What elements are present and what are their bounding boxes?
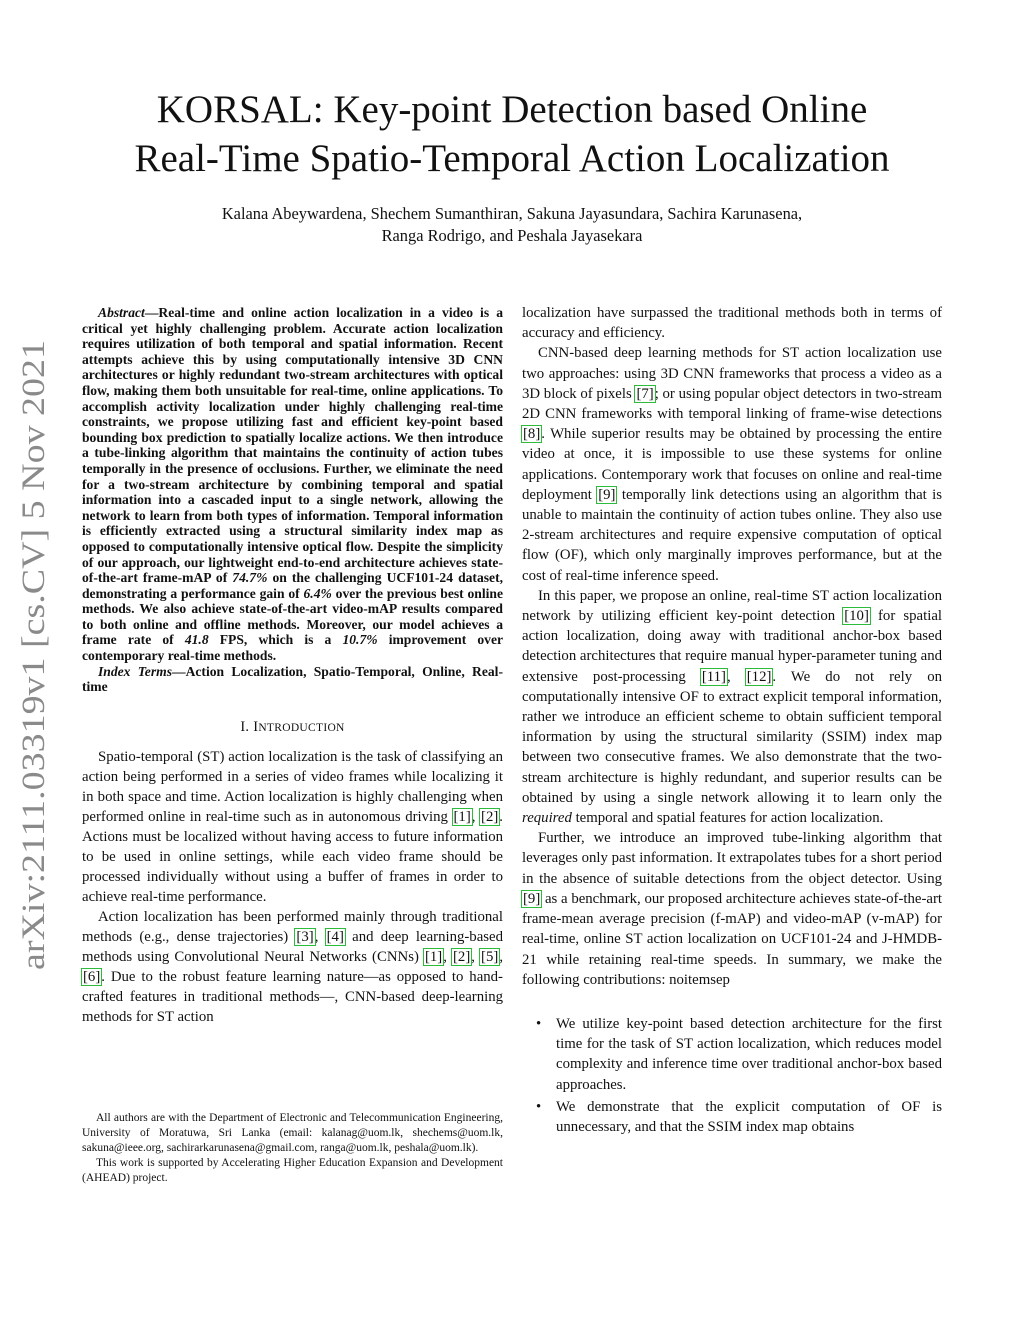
citation-link[interactable]: [9]: [598, 486, 616, 503]
citation-link[interactable]: [6]: [83, 968, 101, 985]
abstract-text-1: Real-time and online action localization in a video is a critical yet highly challenging problem. Accurate action localization requires utilization of both temporal and spatial information. Recent attempts achieve this by using computationally intensive 3D CNN architectures or highly redundant two-stream architectures with optical flow, making them both unsuitable for real-time, online applications. To accomplish activity localization under highly challenging real-time constraints, we propose utilizing fast and efficient key-point based bounding box prediction to spatially localize actions. We then introduce a tube-linking algorithm that maintains the continuity of action tubes temporally in the presence of occlusions. Further, we eliminate the need for a two-stream architecture by combining temporal and spatial information into a cascaded input to a single network, allowing the network to learn from both types of information. Temporal information is efficiently extracted using a structural similarity index map as opposed to computationally intensive optical flow. Despite the simplicity of our approach, our lightweight end-to-end architecture achieves state-of-the-art frame-mAP of: [82, 305, 503, 586]
abstract-dash: —: [144, 305, 159, 320]
intro-paragraph-2: [82, 907, 503, 1027]
intro-p1-text-d: . Actions must be localized without having access to future information to be used in online settings, while each video frame should be processed individually without using a buffer of frames in order to achieve real-time performance.: [82, 808, 503, 905]
arxiv-identifier-text: arXiv:2111.03319v1 [cs.CV] 5 Nov 2021: [16, 422, 52, 970]
intro-p2-text-d: . Due to the robust feature learning nature—as opposed to hand-crafted features in traditional methods—, CNN-based deep-learning methods for ST action: [82, 968, 503, 1025]
intro-paragraph-1: [82, 747, 503, 907]
abstract-fmap-value: 74.7%: [232, 570, 268, 586]
right-p2-text-d: temporally link detections using an algorithm that is unable to maintain the continuity of action tubes online. They also use 2-stream architectures and require expensive computation of optical flow (OF), which only marginally improves performance, but at the cost of real-time inference speed.: [522, 486, 943, 584]
bullet-icon: •: [536, 1098, 542, 1115]
list-item: [522, 1014, 942, 1095]
abstract-text-5: improvement over contemporary real-time methods.: [82, 632, 504, 664]
right-p4-text-b: as a benchmark, our proposed architecture achieves state-of-the-art frame-mean average precision (f-mAP) and video-mAP (v-mAP) for real-time, online ST action localization on UCF101-24 and J-HMDB-21 while retaining real-time speeds. In summary, we make the following contributions: noitemsep: [522, 890, 942, 988]
footnote-affiliations: All authors are with the Department of Electronic and Telecommunication Engineering, University of Moratuwa, Sri Lanka (email: kalanag@uom.lk, shechems@uom.lk, sakuna@ieee.org, sachirarkarunasena@gmail.com, ranga@uom.lk, peshala@uom.lk).: [82, 1112, 503, 1154]
index-terms-label: Index Terms: [98, 663, 172, 679]
contributions-list: [522, 1014, 942, 1137]
right-p3-sep: ,: [726, 668, 746, 685]
right-p4-text-a: Further, we introduce an improved tube-linking algorithm that leverages only past information. It extrapolates tubes for a short period in the absence of suitable detections from the object detector. Using: [522, 830, 942, 887]
right-p2-text-a: CNN-based deep learning methods for ST action localization use two approaches: using 3D CNN frameworks that process a video as a 3D block of pixels: [522, 345, 942, 402]
author-list: [150, 203, 874, 247]
footnote-funding: This work is supported by Accelerating Higher Education Expansion and Development (AHEAD) project.: [82, 1157, 503, 1184]
abstract-text-3: over the previous best online methods. We also achieve state-of-the-art video-mAP results compared to both online and offline methods. Moreover, our model achieves a frame rate of: [82, 585, 504, 648]
index-terms-dash: —: [171, 663, 186, 679]
section-numeral: I.: [240, 718, 254, 735]
citation-link[interactable]: [1]: [453, 808, 471, 825]
title-line-1: KORSAL: Key-point Detection based Online: [156, 88, 868, 131]
right-p3-emphasis: required: [522, 810, 572, 827]
bullet-icon: •: [536, 1015, 542, 1032]
right-p3-text-c: . We do not rely on computationally intensive OF to extract explicit temporal information, rather we introduce an efficient scheme to obtain sufficient temporal information by using the structural similarity (SSIM) index map between two consecutive frames. We also demonstrate that the two-stream architecture is highly redundant, and superior results can be obtained by using a single network allowing it to learn only the: [522, 668, 942, 806]
list-item: [522, 1097, 942, 1137]
right-paragraph-4: [522, 828, 942, 990]
abstract-fps-value: 41.8: [184, 632, 209, 648]
intro-p2-text-a: Action localization has been performed mainly through traditional methods (e.g., dense trajectories): [82, 908, 503, 945]
citation-link[interactable]: [11]: [701, 668, 726, 685]
abstract: [82, 305, 503, 664]
right-p3-text-d: temporal and spatial features for action localization.: [571, 810, 884, 827]
citation-link[interactable]: [4]: [326, 928, 344, 945]
abstract-text-2: on the challenging UCF101-24 dataset, demonstrating a performance gain of: [82, 570, 503, 601]
right-p3-text-a: In this paper, we propose an online, real-time ST action localization network by utilizing efficient key-point detection: [522, 587, 942, 625]
abstract-text-4: FPS, which is a: [208, 632, 343, 648]
index-terms-text: Action Localization, Spatio-Temporal, Online, Real-time: [82, 663, 503, 695]
intro-p2-text-c: and deep learning-based methods using Convolutional Neural Networks (CNNs): [82, 928, 503, 965]
intro-p1-text-a: Spatio-temporal (ST) action localization is the task of classifying an action being performed in a series of video frames while localizing it in both space and time. Action localization is highly challenging when performed online in real-time such as in autonomous driving: [82, 748, 503, 825]
index-terms: [82, 664, 503, 695]
footnotes: [82, 1111, 503, 1186]
section-initial: I: [253, 718, 259, 735]
abstract-label: Abstract: [98, 305, 145, 320]
abstract-gain-value: 6.4%: [303, 585, 332, 601]
right-column: [522, 303, 942, 1139]
arxiv-identifier: [8, 335, 58, 975]
contribution-text: We utilize key-point based detection architecture for the first time for the task of ST action localization, which reduces model complexity and inference time over traditional anchor-box based approaches.: [556, 1015, 942, 1093]
citation-link[interactable]: [3]: [296, 928, 314, 945]
contribution-text: We demonstrate that the explicit computation of OF is unnecessary, and that the SSIM index map obtains: [556, 1098, 942, 1135]
paper-title: [0, 85, 1024, 183]
intro-p2-sep: ,: [471, 948, 481, 965]
intro-p2-sep: ,: [499, 948, 504, 965]
section-heading-introduction: [82, 719, 503, 736]
right-paragraph-2: [522, 343, 942, 585]
citation-link[interactable]: [12]: [746, 668, 772, 685]
intro-p2-sep: ,: [314, 928, 326, 945]
citation-link[interactable]: [9]: [523, 890, 541, 907]
right-p2-text-c: . While superior results may be obtained by processing the entire video at once, it is impossible to use these systems for online applications. Contemporary work that focuses on online and real-time deployment: [522, 426, 942, 503]
citation-link[interactable]: [10]: [844, 608, 869, 625]
right-paragraph-3: [522, 586, 942, 828]
citation-link[interactable]: [8]: [523, 426, 541, 443]
authors-line-1: Kalana Abeywardena, Shechem Sumanthiran, Sakuna Jayasundara, Sachira Karunasena,: [221, 204, 803, 223]
intro-p2-sep: ,: [443, 948, 452, 965]
citation-link[interactable]: [2]: [453, 948, 471, 965]
citation-link[interactable]: [7]: [636, 385, 654, 402]
right-paragraph-1: localization have surpassed the traditional methods both in terms of accuracy and efficiency.: [522, 305, 942, 342]
left-column: [82, 305, 503, 1027]
citation-link[interactable]: [1]: [424, 948, 443, 965]
right-p2-text-b: ; or using popular object detectors in two-stream 2D CNN frameworks with temporal linking of frame-wise detections: [522, 385, 942, 423]
section-rest: NTRODUCTION: [258, 721, 345, 734]
title-line-2: Real-Time Spatio-Temporal Action Localization: [134, 137, 890, 180]
right-p3-text-b: for spatial action localization, doing away with traditional anchor-box based detection architectures that require manual hyper-parameter tuning and extensive post-processing: [522, 608, 942, 685]
abstract-improvement-value: 10.7%: [342, 632, 378, 648]
citation-link[interactable]: [5]: [481, 948, 499, 965]
citation-link[interactable]: [2]: [481, 808, 499, 825]
intro-p1-sep: ,: [471, 808, 481, 825]
authors-line-2: Ranga Rodrigo, and Peshala Jayasekara: [381, 226, 643, 245]
